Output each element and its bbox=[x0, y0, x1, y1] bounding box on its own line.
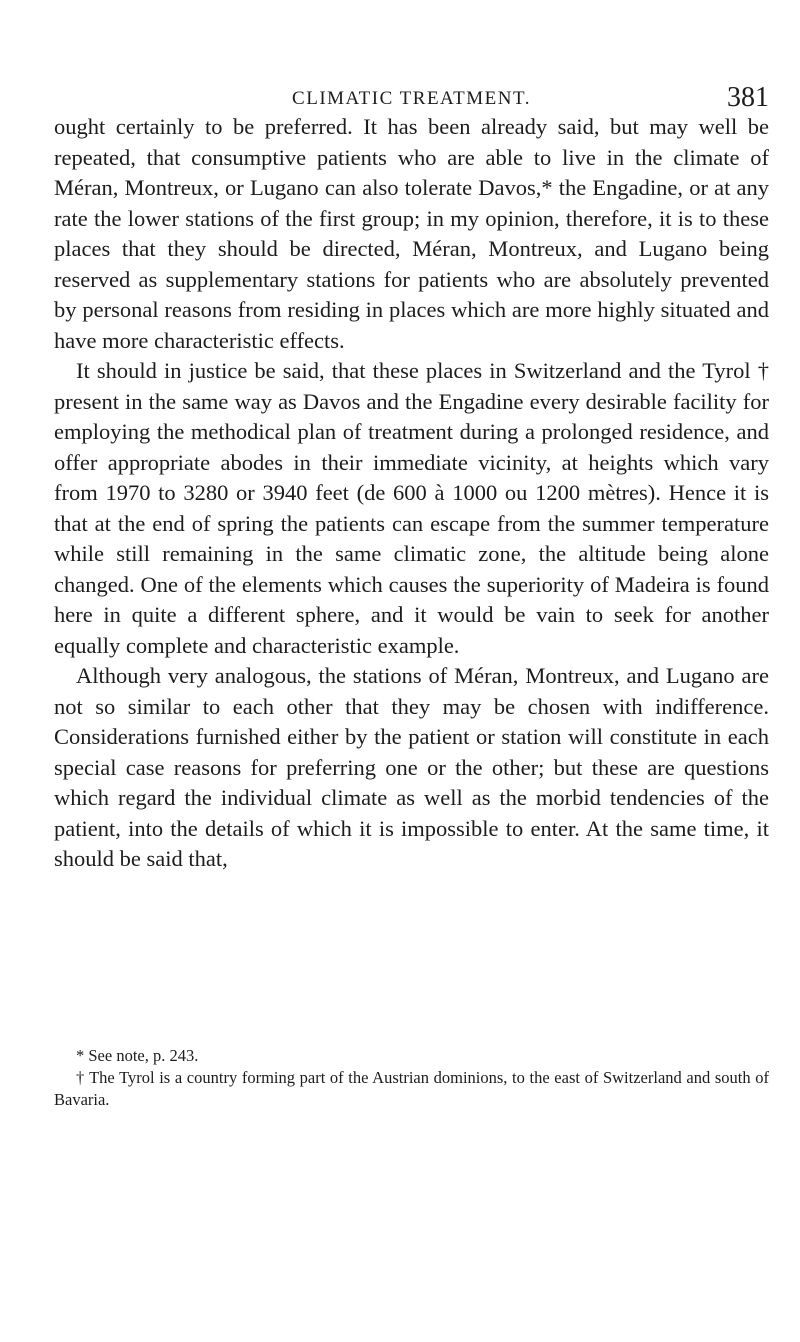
running-title: CLIMATIC TREATMENT. bbox=[292, 88, 531, 109]
footnotes bbox=[54, 1045, 769, 1111]
paragraph-1: ought certainly to be preferred. It has been already said, but may well be repeated, that consumptive patients who are able to live in the climate of Méran, Montreux, or Lugano can also tolerate Davos,* the Engadine, or at any rate the lower stations of the first group; in my opinion, therefore, it is to these places that they should be directed, Méran, Montreux, and Lugano being reserved as supplementary stations for patients who are absolutely prevented by personal reasons from residing in places which are more highly situated and have more characteristic effects. bbox=[54, 114, 769, 353]
paragraph-3: Although very analogous, the stations of Méran, Montreux, and Lugano are not so similar to each other that they may be chosen with indifference. Considerations furnished either by the patient or station will constitute in each special case reasons for preferring one or the other; but these are questions which regard the individual climate as well as the morbid tendencies of the patient, into the details of which it is impossible to enter. At the same time, it should be said that, bbox=[54, 663, 769, 871]
body-text bbox=[54, 112, 769, 875]
paragraph-2: It should in justice be said, that these places in Switzerland and the Tyrol † present in the same way as Davos and the Engadine every desirable facility for employing the methodical plan of treatment during a prolonged residence, and offer appropriate abodes in their immediate vicinity, at heights which vary from 1970 to 3280 or 3940 feet (de 600 à 1000 ou 1200 mètres). Hence it is that at the end of spring the patients can escape from the summer temperature while still remaining in the same climatic zone, the altitude being alone changed. One of the elements which causes the superiority of Madeira is found here in quite a different sphere, and it would be vain to seek for another equally complete and characteristic example. bbox=[54, 358, 769, 658]
page-number: 381 bbox=[727, 82, 769, 113]
footnote-1: * See note, p. 243. bbox=[76, 1046, 199, 1065]
footnote-2: † The Tyrol is a country forming part of the Austrian dominions, to the east of Switzerland and south of Bavaria. bbox=[54, 1068, 769, 1109]
